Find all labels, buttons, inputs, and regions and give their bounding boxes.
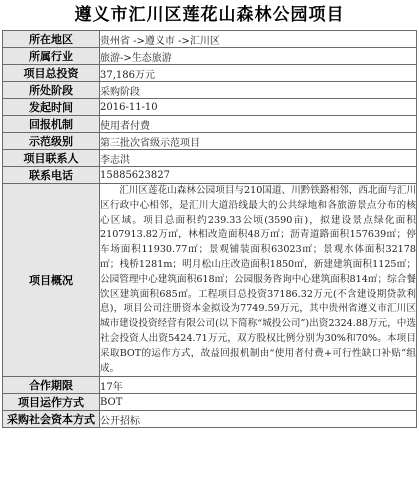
row-value-phone: 15885623827 [100, 167, 417, 184]
table-row [3, 82, 417, 99]
row-label-operation-mode: 项目运作方式 [3, 394, 100, 411]
page-title: 遵义市汇川区莲花山森林公园项目 [74, 5, 345, 25]
table-row [3, 133, 417, 150]
row-value-industry: 旅游->生态旅游 [100, 48, 417, 65]
row-value-stage: 采购阶段 [100, 82, 417, 99]
row-value-contact-person: 李志洪 [100, 150, 417, 167]
row-label-industry: 所属行业 [3, 48, 100, 65]
table-row-overview [3, 184, 417, 377]
table-row [3, 116, 417, 133]
table-row [3, 150, 417, 167]
row-label-demo-level: 示范级别 [3, 133, 100, 150]
row-label-cooperation-period: 合作期限 [3, 377, 100, 394]
table-row [3, 394, 417, 411]
row-value-total-investment: 37,186万元 [100, 65, 417, 82]
project-overview-text: 汇川区莲花山森林公园项目与210国道、川黔铁路相邻，西北面与汇川区行政中心相邻，是汇川大道沿线最大的公共绿地和各旅游景点分布的核心区域。项目总面积约239.33公顷(3590亩)，拟建设景点绿化面积2107913.82万㎡，林相改造面积48万㎡；沥青道路面积157639㎡；停车场面积11930.77㎡；景观铺装面积63023㎡；景观水体面积32178㎡；栈桥1281m；明月松山庄改造面积1850㎡，新建建筑面积1125㎡；公园管理中心建筑面积618㎡；公园服务咨询中心建筑面积814㎡；综合餐饮区建筑面积685㎡。工程项目总投资37186.32万元(不含建设期贷款利息)，项目公司注册资本金拟设为7749.59万元，其中贵州省遵义市汇川区城市建设投资经营有限公司(以下简称“城投公司”)出资2324.88万元，中选社会投资人出资5424.71万元，双方股权比例分别为30%和70%。本项目采取BOT的运作方式，故益回报机制由“使用者付费+可行性缺口补贴”组成。 [100, 184, 417, 377]
row-label-contact-person: 项目联系人 [3, 150, 100, 167]
row-value-region: 贵州省 ->遵义市 ->汇川区 [100, 31, 417, 48]
row-label-total-investment: 项目总投资 [3, 65, 100, 82]
row-label-procurement-method: 采购社会资本方式 [3, 411, 100, 428]
table-row [3, 167, 417, 184]
row-value-cooperation-period: 17年 [100, 377, 417, 394]
table-row [3, 48, 417, 65]
table-row [3, 377, 417, 394]
table-row [3, 411, 417, 428]
row-value-return-mechanism: 使用者付费 [100, 116, 417, 133]
table-row [3, 31, 417, 48]
row-value-procurement-method: 公开招标 [100, 411, 417, 428]
row-label-stage: 所处阶段 [3, 82, 100, 99]
row-label-return-mechanism: 回报机制 [3, 116, 100, 133]
row-value-start-date: 2016-11-10 [100, 99, 417, 116]
project-info-table [2, 30, 417, 428]
table-row [3, 65, 417, 82]
row-label-region: 所在地区 [3, 31, 100, 48]
row-label-phone: 联系电话 [3, 167, 100, 184]
row-label-overview: 项目概况 [3, 184, 100, 377]
table-row [3, 99, 417, 116]
row-value-demo-level: 第三批次省级示范项目 [100, 133, 417, 150]
row-label-start-date: 发起时间 [3, 99, 100, 116]
row-value-operation-mode: BOT [100, 394, 417, 411]
